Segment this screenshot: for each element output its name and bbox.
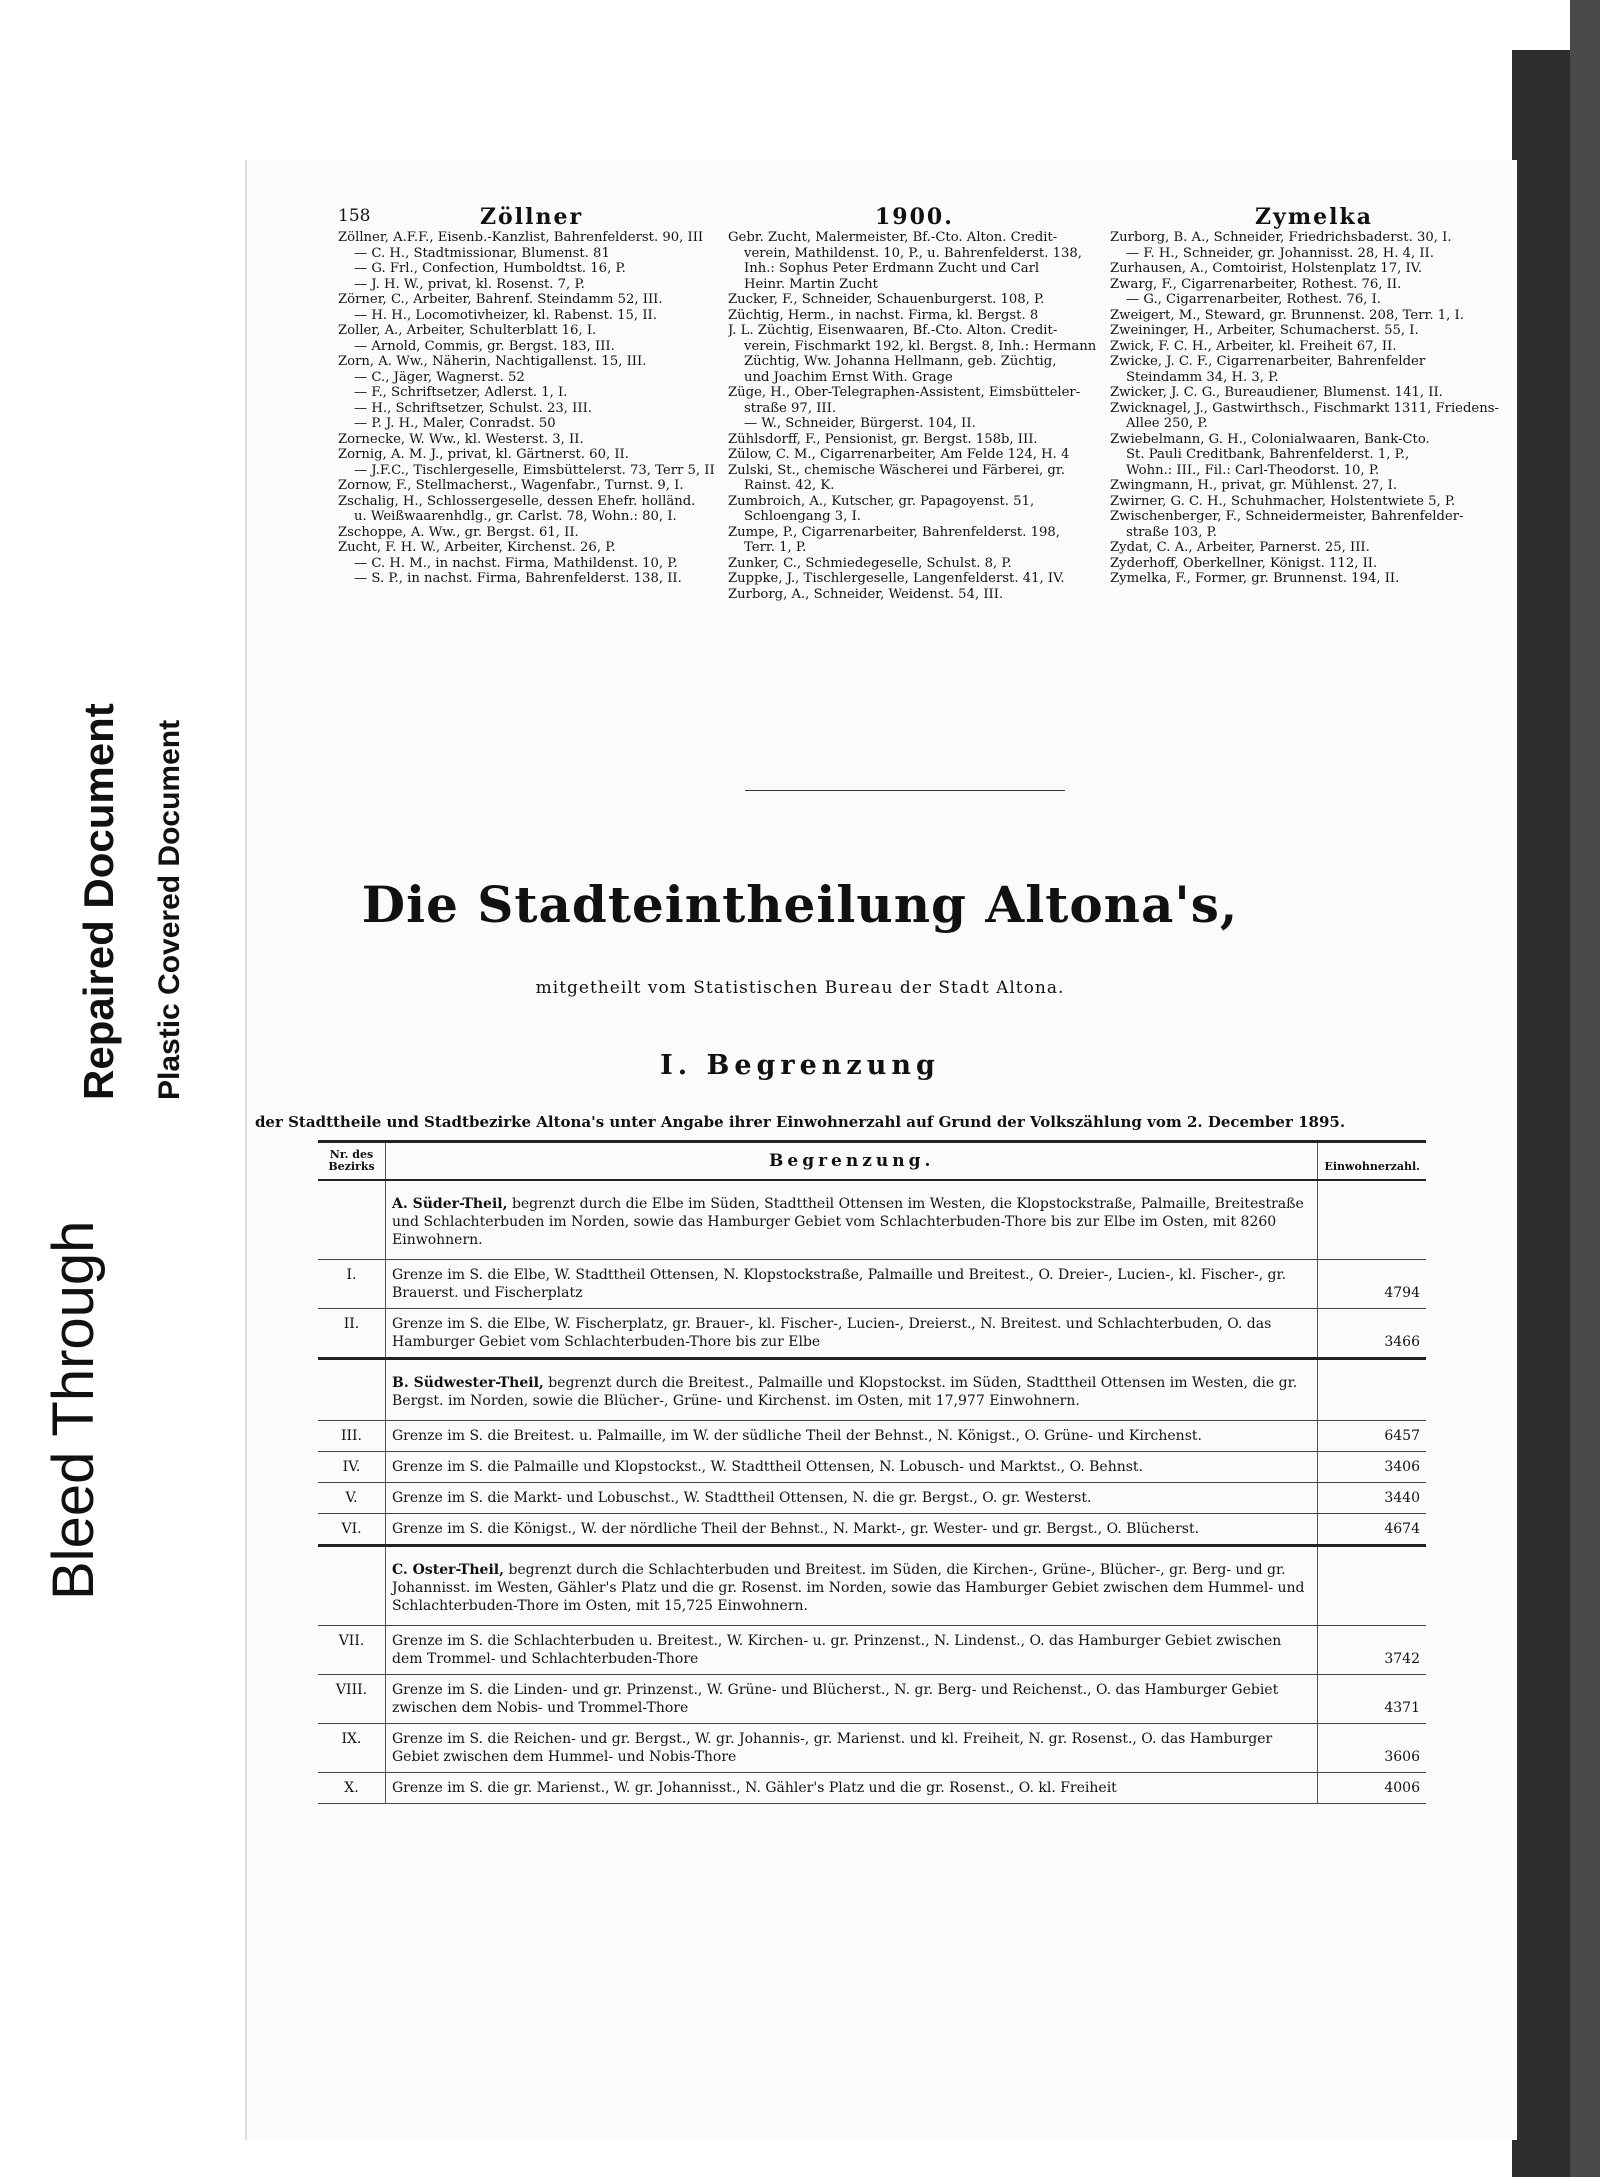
directory-column-2	[728, 230, 1106, 602]
entry: Zornecke, W. Ww., kl. Westerst. 3, II.	[338, 431, 584, 447]
directory-column-1	[338, 230, 723, 587]
table-row	[318, 1260, 1426, 1309]
entry: Züchtig, Ww. Johanna Hellmann, geb. Züchtig,	[744, 354, 1057, 369]
scan-edge-dark	[1570, 0, 1600, 2177]
entry: — G. Frl., Confection, Humboldtst. 16, P.	[354, 261, 626, 276]
population: 4674	[1318, 1514, 1426, 1546]
boundary-text: Grenze im S. die Breitest. u. Palmaille, im W. der südliche Theil der Behnst., N. Königst., O. Grüne- und Kirchenst.	[386, 1421, 1318, 1452]
boundary-text: Grenze im S. die gr. Marienst., W. gr. Johannisst., N. Gähler's Platz und die gr. Rosenst., O. kl. Freiheit	[386, 1773, 1318, 1804]
entry: verein, Fischmarkt 192, kl. Bergst. 8, Inh.: Hermann	[744, 338, 1097, 354]
districts-table	[318, 1140, 1426, 1804]
entry: Zühlsdorff, F., Pensionist, gr. Bergst. 158b, III.	[728, 431, 1038, 447]
entry: Allee 250, P.	[1126, 416, 1208, 431]
district-row	[318, 1546, 1426, 1626]
label-repaired-document: Repaired Document	[75, 703, 122, 1100]
entry: Zwicker, J. C. G., Bureaudiener, Blumenst. 141, II.	[1110, 385, 1443, 400]
table-row	[318, 1724, 1426, 1773]
col-header-nr: Nr. des Bezirks	[318, 1142, 386, 1181]
entry: Inh.: Sophus Peter Erdmann Zucht und Carl	[744, 261, 1040, 276]
entry: — F. H., Schneider, gr. Johannisst. 28, H. 4, II.	[1126, 245, 1434, 261]
entry: Zweininger, H., Arbeiter, Schumacherst. 55, I.	[1110, 323, 1419, 338]
entry: Zulski, St., chemische Wäscherei und Färberei, gr.	[728, 462, 1065, 478]
entry: Zumbroich, A., Kutscher, gr. Papagoyenst. 51,	[728, 493, 1035, 509]
boundary-text: Grenze im S. die Linden- und gr. Prinzenst., W. Grüne- und Blücherst., N. gr. Berg- und Reichenst., O. das Hamburger Gebiet zwischen dem Nobis- und Trommel-Thore	[386, 1675, 1318, 1724]
entry: Zwarg, F., Cigarrenarbeiter, Rothest. 76, II.	[1110, 276, 1402, 292]
entry: Schloengang 3, I.	[744, 509, 861, 524]
entry: u. Weißwaarenhdlg., gr. Carlst. 78, Wohn.: 80, I.	[354, 509, 677, 524]
entry: Zucker, F., Schneider, Schauenburgerst. 108, P.	[728, 292, 1045, 307]
entry: Zwirner, G. C. H., Schuhmacher, Holstentwiete 5, P.	[1110, 493, 1456, 509]
entry: — S. P., in nachst. Firma, Bahrenfelderst. 138, II.	[354, 571, 682, 586]
boundary-text: Grenze im S. die Elbe, W. Fischerplatz, gr. Brauer-, kl. Fischer-, Lucien-, Dreierst., N. Breitest. und Schlachterbuden, O. das Hamburger Gebiet vom Schlachterbuden-Thore bis zur Elbe	[386, 1309, 1318, 1359]
table-row	[318, 1675, 1426, 1724]
district-number: II.	[318, 1309, 386, 1359]
entry: Zwingmann, H., privat, gr. Mühlenst. 27, I.	[1110, 478, 1398, 493]
district-number: VII.	[318, 1626, 386, 1675]
district-row	[318, 1359, 1426, 1421]
entry: Zyderhoff, Oberkellner, Königst. 112, II.	[1110, 555, 1378, 571]
entry: Zydat, C. A., Arbeiter, Parnerst. 25, III.	[1110, 540, 1370, 555]
district-number: IX.	[318, 1724, 386, 1773]
page-title: Die Stadteintheilung Altona's,	[361, 875, 1239, 934]
table-row	[318, 1452, 1426, 1483]
entry: Zornig, A. M. J., privat, kl. Gärtnerst. 60, II.	[338, 447, 629, 462]
entry: Zornow, F., Stellmacherst., Wagenfabr., Turnst. 9, I.	[338, 478, 684, 493]
entry: Zumpe, P., Cigarrenarbeiter, Bahrenfelderst. 198,	[728, 524, 1060, 540]
table-header	[318, 1142, 1426, 1181]
entry: Zurhausen, A., Comtoirist, Holstenplatz 17, IV.	[1110, 261, 1423, 276]
divider	[745, 790, 1065, 791]
boundary-text: Grenze im S. die Markt- und Lobuschst., W. Stadttheil Ottensen, N. die gr. Bergst., O. gr. Westerst.	[386, 1483, 1318, 1514]
boundary-text: Grenze im S. die Königst., W. der nördliche Theil der Behnst., N. Markt-, gr. Wester- und gr. Bergst., O. Blücherst.	[386, 1514, 1318, 1546]
entry: und Joachim Ernst With. Grage	[744, 369, 953, 385]
label-plastic-covered: Plastic Covered Document	[153, 719, 186, 1100]
entry: straße 97, III.	[744, 400, 837, 416]
entry: — W., Schneider, Bürgerst. 104, II.	[744, 416, 976, 431]
entry: — H. H., Locomotivheizer, kl. Rabenst. 15, II.	[354, 307, 657, 323]
entry: Zuppke, J., Tischlergeselle, Langenfelderst. 41, IV.	[728, 571, 1065, 586]
table-row	[318, 1483, 1426, 1514]
entry: — G., Cigarrenarbeiter, Rothest. 76, I.	[1126, 292, 1381, 307]
entry: Zwiebelmann, G. H., Colonialwaaren, Bank-Cto.	[1110, 431, 1430, 447]
entry: — Arnold, Commis, gr. Bergst. 183, III.	[354, 338, 615, 354]
label-bleed-through: Bleed Through	[41, 1220, 106, 1600]
table-row	[318, 1421, 1426, 1452]
district-number: I.	[318, 1260, 386, 1309]
page-number: 158	[338, 206, 371, 226]
section-heading: I. Begrenzung	[660, 1050, 940, 1081]
entry: Züge, H., Ober-Telegraphen-Assistent, Eimsbütteler-	[728, 385, 1081, 400]
table-caption: der Stadttheile und Stadtbezirke Altona's unter Angabe ihrer Einwohnerzahl auf Grund der Volkszählung vom 2. December 1895.	[254, 1113, 1346, 1131]
entry: Zweigert, M., Steward, gr. Brunnenst. 208, Terr. 1, I.	[1110, 307, 1464, 323]
district-number: IV.	[318, 1452, 386, 1483]
entry: Steindamm 34, H. 3, P.	[1126, 369, 1279, 385]
population: 4006	[1318, 1773, 1426, 1804]
district-number: III.	[318, 1421, 386, 1452]
district-name: A. Süder-Theil,	[392, 1196, 508, 1212]
page-subtitle: mitgetheilt vom Statistischen Bureau der Stadt Altona.	[535, 978, 1065, 998]
entry: Heinr. Martin Zucht	[744, 276, 878, 292]
district-number: X.	[318, 1773, 386, 1804]
entry: St. Pauli Creditbank, Bahrenfelderst. 1, P.,	[1126, 447, 1410, 462]
table-row	[318, 1626, 1426, 1675]
district-text: begrenzt durch die Breitest., Palmaille und Klopstockst. im Süden, Stadttheil Ottensen im Westen, die gr. Bergst. im Norden, sowie die Blücher-, Grüne- und Kirchenst. im Osten, mit 17,977 Einwohnern.	[392, 1375, 1298, 1409]
entry: Zorn, A. Ww., Näherin, Nachtigallenst. 15, III.	[338, 354, 647, 369]
district-text: begrenzt durch die Schlachterbuden und Breitest. im Süden, die Kirchen-, Grüne-, Blücher-, gr. Berg- und gr. Johannisst. im Westen, Gähler's Platz und die gr. Rosenst. im Norden, sowie das Hamburger Gebiet zwischen dem Hummel- und Schlachterbuden-Thore im Osten, mit 15,725 Einwohnern.	[392, 1562, 1305, 1614]
population: 3440	[1318, 1483, 1426, 1514]
population: 3606	[1318, 1724, 1426, 1773]
entry: Züchtig, Herm., in nachst. Firma, kl. Bergst. 8	[728, 307, 1039, 323]
entry: Zurborg, B. A., Schneider, Friedrichsbaderst. 30, I.	[1110, 230, 1452, 245]
entry: Terr. 1, P.	[744, 540, 807, 555]
district-name: C. Oster-Theil,	[392, 1562, 504, 1578]
entry: Zucht, F. H. W., Arbeiter, Kirchenst. 26, P.	[338, 540, 616, 555]
entry: — H., Schriftsetzer, Schulst. 23, III.	[354, 400, 592, 416]
col-header-einwohner: Einwohnerzahl.	[1318, 1142, 1426, 1181]
boundary-text: Grenze im S. die Reichen- und gr. Bergst., W. gr. Johannis-, gr. Marienst. und kl. Freiheit, N. gr. Rosenst., O. das Hamburger Gebiet zwischen dem Hummel- und Nobis-Thore	[386, 1724, 1318, 1773]
district-number: VI.	[318, 1514, 386, 1546]
entry: Gebr. Zucht, Malermeister, Bf.-Cto. Alton. Credit-	[728, 230, 1058, 245]
boundary-text: Grenze im S. die Elbe, W. Stadttheil Ottensen, N. Klopstockstraße, Palmaille und Breitest., O. Dreier-, Lucien-, kl. Fischer-, gr. Brauerst. und Fischerplatz	[386, 1260, 1318, 1309]
entry: Zwicknagel, J., Gastwirthsch., Fischmarkt 1311, Friedens-	[1110, 400, 1499, 416]
col-header-begrenzung: Begrenzung.	[386, 1142, 1318, 1181]
population: 3406	[1318, 1452, 1426, 1483]
entry: — C. H., Stadtmissionar, Blumenst. 81	[354, 245, 610, 261]
table-row	[318, 1514, 1426, 1546]
header-center: 1900.	[875, 204, 954, 230]
entry: — P. J. H., Maler, Conradst. 50	[354, 416, 556, 431]
entry: Zöllner, A.F.F., Eisenb.-Kanzlist, Bahrenfelderst. 90, III	[338, 230, 704, 245]
entry: — J.F.C., Tischlergeselle, Eimsbüttelerst. 73, Terr 5, II	[354, 462, 715, 478]
entry: — C. H. M., in nachst. Firma, Mathildenst. 10, P.	[354, 555, 678, 571]
boundary-text: Grenze im S. die Palmaille und Klopstockst., W. Stadttheil Ottensen, N. Lobusch- und Marktst., O. Behnst.	[386, 1452, 1318, 1483]
table-row	[318, 1773, 1426, 1804]
population: 3742	[1318, 1626, 1426, 1675]
entry: Zymelka, F., Former, gr. Brunnenst. 194, II.	[1110, 571, 1400, 586]
population: 6457	[1318, 1421, 1426, 1452]
district-name: B. Südwester-Theil,	[392, 1375, 544, 1391]
table-row	[318, 1309, 1426, 1359]
district-text: begrenzt durch die Elbe im Süden, Stadttheil Ottensen im Westen, die Klopstockstraße, Palmaille, Breitestraße und Schlachterbuden im Norden, sowie das Hamburger Gebiet vom Schlachterbuden-Thore bis zur Elbe im Osten, mit 8260 Einwohnern.	[392, 1196, 1304, 1248]
population: 3466	[1318, 1309, 1426, 1359]
entry: Zörner, C., Arbeiter, Bahrenf. Steindamm 52, III.	[338, 292, 663, 307]
entry: Zülow, C. M., Cigarrenarbeiter, Am Felde 124, H. 4	[728, 447, 1070, 462]
header-left: Zöllner	[480, 204, 584, 230]
population: 4794	[1318, 1260, 1426, 1309]
entry: — J. H. W., privat, kl. Rosenst. 7, P.	[354, 276, 585, 292]
entry: Zschoppe, A. Ww., gr. Bergst. 61, II.	[338, 524, 579, 540]
boundary-text: Grenze im S. die Schlachterbuden u. Breitest., W. Kirchen- u. gr. Prinzenst., N. Lindenst., O. das Hamburger Gebiet zwischen dem Trommel- und Schlachterbuden-Thore	[386, 1626, 1318, 1675]
directory-column-3	[1110, 230, 1505, 587]
population: 4371	[1318, 1675, 1426, 1724]
entry: Wohn.: III., Fil.: Carl-Theodorst. 10, P.	[1126, 462, 1380, 478]
entry: Zwicke, J. C. F., Cigarrenarbeiter, Bahrenfelder	[1110, 354, 1426, 369]
district-number: V.	[318, 1483, 386, 1514]
entry: Zoller, A., Arbeiter, Schulterblatt 16, I.	[338, 323, 597, 338]
entry: — F., Schriftsetzer, Adlerst. 1, I.	[354, 385, 568, 400]
entry: Zunker, C., Schmiedegeselle, Schulst. 8, P.	[728, 555, 1012, 571]
entry: Zschalig, H., Schlossergeselle, dessen Ehefr. holländ.	[338, 493, 696, 509]
entry: Zwick, F. C. H., Arbeiter, kl. Freiheit 67, II.	[1110, 338, 1397, 354]
entry: Rainst. 42, K.	[744, 478, 835, 493]
entry: Zurborg, A., Schneider, Weidenst. 54, III.	[728, 586, 1004, 602]
entry: Zwischenberger, F., Schneidermeister, Bahrenfelder-	[1110, 509, 1464, 524]
entry: straße 103, P.	[1126, 524, 1217, 540]
header-right: Zymelka	[1255, 204, 1373, 230]
entry: — C., Jäger, Wagnerst. 52	[354, 369, 525, 385]
entry: verein, Mathildenst. 10, P., u. Bahrenfelderst. 138,	[744, 245, 1082, 261]
district-row	[318, 1180, 1426, 1260]
entry: J. L. Züchtig, Eisenwaaren, Bf.-Cto. Alton. Credit-	[728, 323, 1058, 338]
district-number: VIII.	[318, 1675, 386, 1724]
